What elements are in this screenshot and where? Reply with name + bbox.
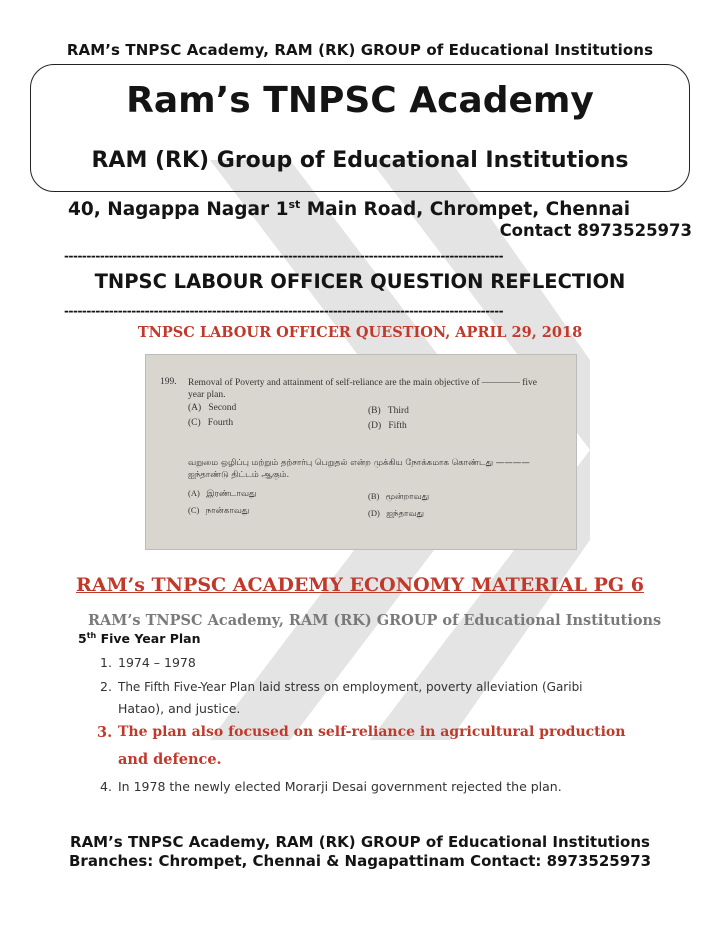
item-3-num: 3. — [97, 724, 113, 741]
item-2-num: 2. — [100, 679, 112, 694]
tamil-option-d: (D) ஐந்தாவது — [368, 508, 424, 518]
item-1-num: 1. — [100, 655, 112, 670]
question-photo — [145, 354, 577, 550]
question-text-tamil: வறுமை ஒழிப்பு மற்றும் தற்சார்பு பெறுதல் என்ற முக்கிய நோக்கமாக கொண்டது ———— ஐந்தாண்டு திட்டம் ஆகும். — [188, 458, 530, 480]
academy-name: Ram’s TNPSC Academy — [126, 80, 594, 121]
address — [68, 198, 630, 220]
address-pre: 40, Nagappa Nagar 1 — [68, 199, 289, 221]
item-4-text: In 1978 the newly elected Morarji Desai government rejected the plan. — [118, 779, 562, 794]
tamil-option-a: (A) இரண்டாவது — [188, 488, 257, 498]
exam-date: TNPSC LABOUR OFFICER QUESTION, APRIL 29, 2018 — [137, 324, 583, 341]
reflection-title: TNPSC LABOUR OFFICER QUESTION REFLECTION — [94, 270, 626, 293]
option-b: (B) Third — [368, 406, 409, 416]
option-a: (A) Second — [188, 403, 237, 413]
item-3-text: The plan also focused on self-reliance in agricultural production — [118, 724, 626, 740]
tamil-option-b: (B) மூன்றாவது — [368, 491, 430, 501]
material-header: RAM’s TNPSC Academy, RAM (RK) GROUP of Educational Institutions — [88, 612, 662, 629]
group-name: RAM (RK) Group of Educational Institutions — [91, 148, 629, 173]
item-4-num: 4. — [100, 779, 112, 794]
address-sup: st — [288, 198, 301, 211]
item-2-text-cont: Hatao), and justice. — [118, 701, 241, 716]
item-2-text: The Fifth Five-Year Plan laid stress on employment, poverty alleviation (Garibi — [118, 680, 583, 694]
item-1-text: 1974 – 1978 — [118, 655, 196, 670]
address-post: Main Road, Chrompet, Chennai — [300, 199, 631, 221]
top-header: RAM’s TNPSC Academy, RAM (RK) GROUP of Educational Institutions — [66, 41, 654, 59]
question-number: 199. — [160, 377, 177, 387]
divider-bottom: -------------------------------------------------------------------------------------------------- — [64, 305, 504, 317]
item-3-text-cont: and defence. — [118, 751, 222, 768]
divider-top: -------------------------------------------------------------------------------------------------- — [64, 250, 504, 262]
footer-line-2: Branches: Chrompet, Chennai & Nagapattinam Contact: 8973525973 — [68, 852, 652, 870]
option-d: (D) Fifth — [368, 421, 407, 431]
contact: Contact 8973525973 — [499, 221, 692, 240]
plan-title: 5th Five Year Plan — [78, 631, 201, 647]
question-text: Removal of Poverty and attainment of self-reliance are the main objective of ———— five year plan. — [188, 378, 538, 400]
tamil-option-c: (C) நான்காவது — [188, 505, 250, 515]
footer-line-1: RAM’s TNPSC Academy, RAM (RK) GROUP of Educational Institutions — [70, 833, 650, 851]
option-c: (C) Fourth — [188, 418, 234, 428]
material-title: RAM’s TNPSC ACADEMY ECONOMY MATERIAL PG 6 — [76, 574, 644, 596]
